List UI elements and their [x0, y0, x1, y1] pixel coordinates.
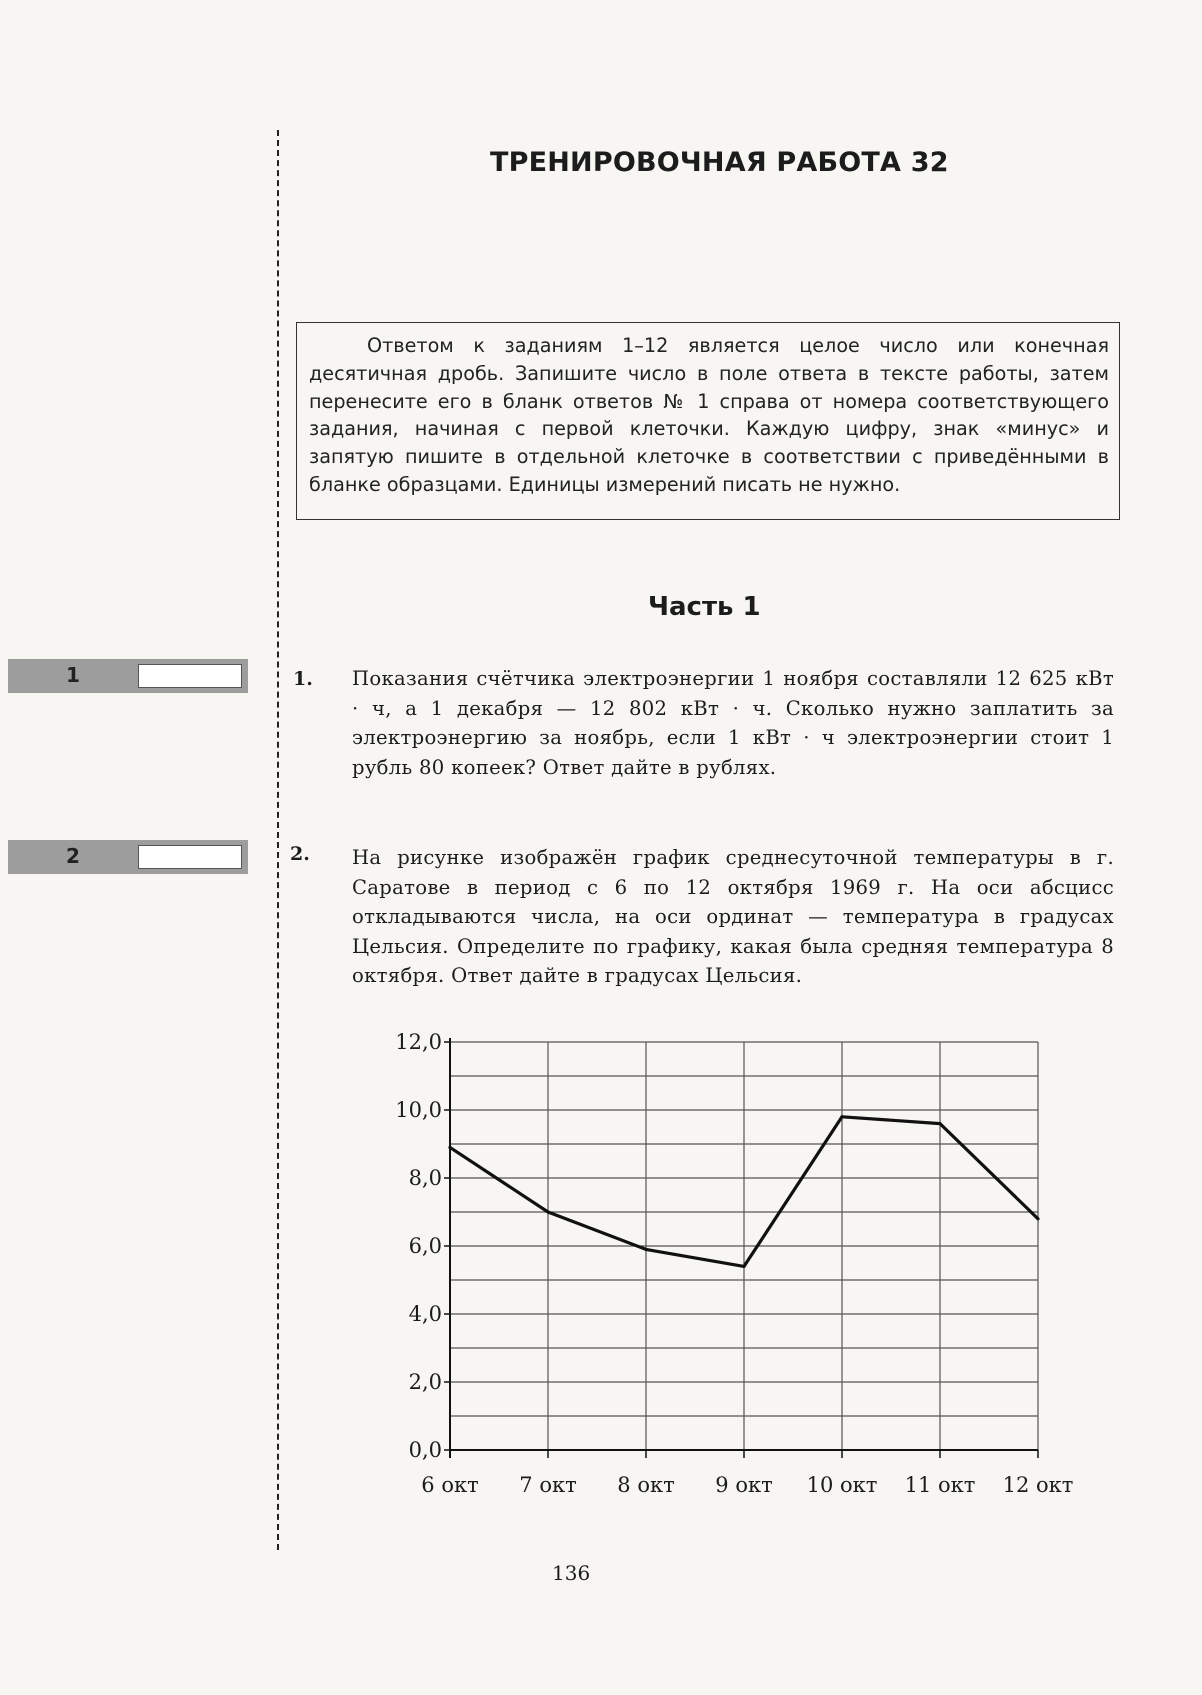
data-point [644, 1248, 647, 1251]
data-point [938, 1122, 941, 1125]
y-tick-label: 2,0 [408, 1370, 442, 1394]
task-text-1: Показания счётчика электроэнергии 1 ноября составляли 12 625 кВт · ч, а 1 декабря — 12 802 кВт · ч. Сколько нужно заплатить за электроэнергию за ноябрь, если 1 кВт · ч электроэнергии стоит 1 рубль 80 копеек? Ответ дайте в рублях. [352, 667, 1114, 779]
y-tick-label: 6,0 [408, 1234, 442, 1258]
x-tick-label: 9 окт [715, 1473, 773, 1497]
task-text-2: На рисунке изображён график среднесуточной температуры в г. Саратове в период с 6 по 12 октября 1969 г. На оси абсцисс откладываются числа, на оси ординат — температура в градусах Цельсия. Определите по графику, какая была средняя температура 8 октября. Ответ дайте в градусах Цельсия. [352, 846, 1114, 987]
data-point [448, 1146, 451, 1149]
y-tick-label: 12,0 [395, 1030, 442, 1054]
data-point [742, 1265, 745, 1268]
y-tick-label: 4,0 [408, 1302, 442, 1326]
answer-box-number: 1 [66, 663, 80, 687]
task-number-1: 1. [293, 668, 313, 690]
part-title: Часть 1 [648, 592, 761, 622]
page-number: 136 [552, 1561, 591, 1585]
page-title: ТРЕНИРОВОЧНАЯ РАБОТА 32 [490, 147, 949, 178]
answer-box-number: 2 [66, 844, 80, 868]
x-tick-label: 7 окт [519, 1473, 577, 1497]
y-tick-label: 0,0 [408, 1438, 442, 1462]
x-tick-label: 12 окт [1002, 1473, 1074, 1497]
y-tick-label: 8,0 [408, 1166, 442, 1190]
task-number-2: 2. [290, 843, 310, 865]
data-point [1036, 1217, 1039, 1220]
data-point [546, 1210, 549, 1213]
instructions-box: Ответом к заданиям 1–12 является целое число или конечная десятичная дробь. Запишите число в поле ответа в тексте работы, затем перенесите его в бланк ответов № 1 справа от номера соответствующего задания, начиная с первой клеточки. Каждую цифру, знак «минус» и запятую пишите в отдельной клеточке в соответствии с приведёнными в бланке образцами. Единицы измерений писать не нужно. [296, 322, 1120, 520]
x-tick-label: 8 окт [617, 1473, 675, 1497]
x-tick-label: 10 окт [806, 1473, 878, 1497]
y-tick-label: 10,0 [395, 1098, 442, 1122]
x-tick-label: 11 окт [904, 1473, 976, 1497]
data-point [840, 1115, 843, 1118]
x-tick-label: 6 окт [421, 1473, 479, 1497]
